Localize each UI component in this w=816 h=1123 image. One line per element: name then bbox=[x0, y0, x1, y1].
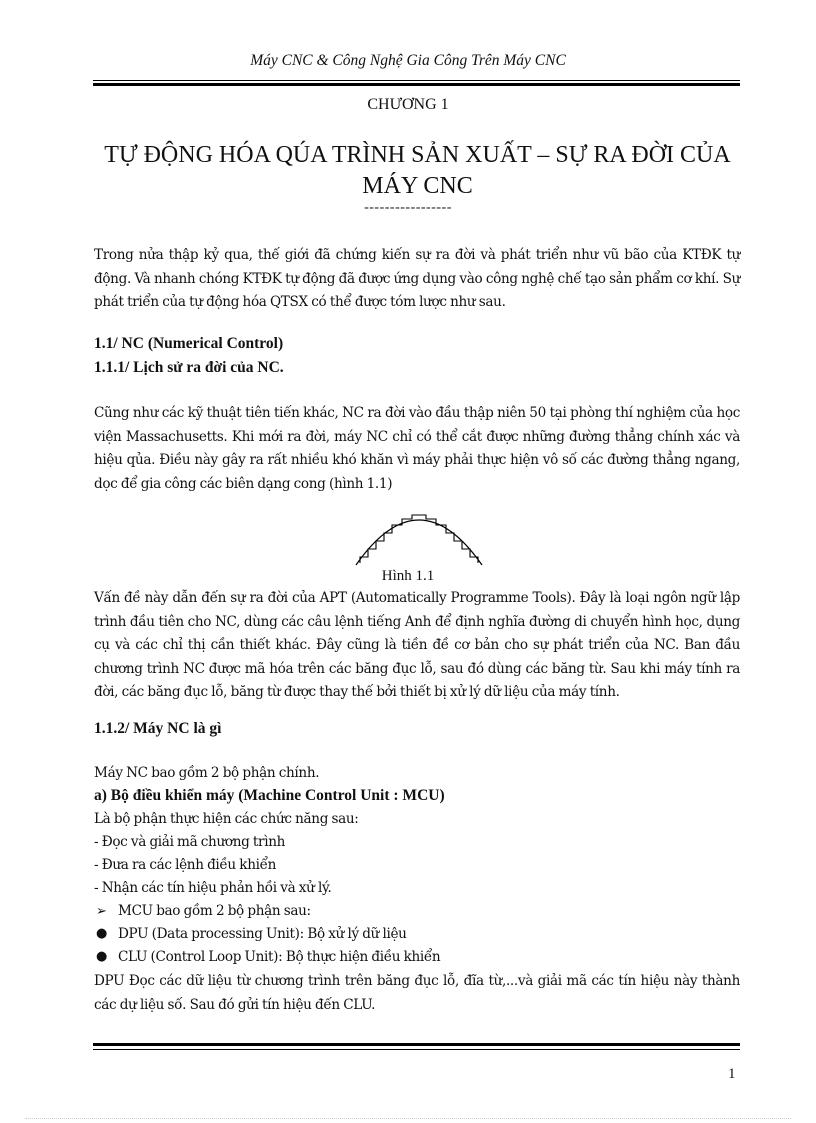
part-a-intro: Là bộ phận thực hiện các chức năng sau: bbox=[94, 811, 359, 827]
page-number: 1 bbox=[728, 1066, 736, 1082]
footer-rule-thick bbox=[93, 1043, 740, 1046]
header-rule-thick bbox=[93, 83, 740, 86]
section-heading-1-1: 1.1/ NC (Numerical Control) bbox=[94, 335, 284, 352]
function-item: - Nhận các tín hiệu phản hồi và xử lý. bbox=[94, 880, 332, 896]
nc-parts-lead: Máy NC bao gồm 2 bộ phận chính. bbox=[94, 765, 320, 781]
running-header: Máy CNC & Công Nghệ Gia Công Trên Máy CNC bbox=[250, 52, 566, 69]
function-item: - Đưa ra các lệnh điều khiển bbox=[94, 857, 277, 873]
mcu-part-item: CLU (Control Loop Unit): Bộ thực hiện điều khiển bbox=[118, 949, 441, 965]
section-heading-1-1-1: 1.1.1/ Lịch sử ra đời của NC. bbox=[94, 359, 284, 376]
apt-paragraph: Vấn đề này dẫn đến sự ra đời của APT (Automatically Programme Tools). Đây là loại ngôn ngữ lập trình đầu tiên cho NC, dùng các câu lệnh tiếng Anh để định nghĩa đường di chuyển hình học, dụng cụ và các chỉ thị cần thiết khác. Đây cũng là tiền đề cơ bản cho sự phát triển của NC. Ban đầu chương trình NC được mã hóa trên các băng đục lỗ, sau đó dùng các băng từ. Sau khi máy tính ra đời, các băng đục lỗ, băng từ được thay thế bởi thiết bị xử lý dữ liệu của máy tính. bbox=[94, 590, 740, 700]
function-item: - Đọc và giải mã chương trình bbox=[94, 834, 286, 850]
footer-rule-thin bbox=[93, 1049, 740, 1050]
intro-paragraph: Trong nửa thập kỷ qua, thế giới đã chứng kiến sự ra đời và phát triển như vũ bão của KTĐK tự động. Và nhanh chóng KTĐK tự động đã được ứng dụng vào công nghệ chế tạo sản phẩm cơ khí. Sự phát triển của tự động hóa QTSX có thể được tóm lược như sau. bbox=[94, 247, 740, 310]
arrow-bullet-icon: ➢ bbox=[96, 904, 107, 919]
mcu-part-item: DPU (Data processing Unit): Bộ xử lý dữ liệu bbox=[118, 926, 407, 942]
chapter-label: CHƯƠNG 1 bbox=[367, 96, 449, 113]
dpu-paragraph: DPU Đọc các dữ liệu từ chương trình trên băng đục lỗ, đĩa từ,...và giải mã các tín hiệu này thành các dự liệu số. Sau đó gửi tín hiệu đến CLU. bbox=[94, 973, 740, 1013]
dot-bullet-icon: ● bbox=[96, 949, 108, 964]
history-paragraph: Cũng như các kỹ thuật tiên tiến khác, NC ra đời vào đầu thập niên 50 tại phòng thí nghiệm của học viện Massachusetts. Khi mới ra đời, máy NC chỉ có thể cắt được những đường thẳng chính xác và hiệu qủa. Điều này gây ra rất nhiều khó khăn vì máy phải thực hiện vô số các đường thẳng ngang, dọc để gia công các biên dạng cong (hình 1.1) bbox=[94, 405, 740, 492]
section-heading-1-1-2: 1.1.2/ Máy NC là gì bbox=[94, 720, 222, 737]
mcu-lead: MCU bao gồm 2 bộ phận sau: bbox=[118, 903, 311, 919]
chapter-title: TỰ ĐỘNG HÓA QÚA TRÌNH SẢN XUẤT – SỰ RA ĐỜI CỦA MÁY CNC bbox=[104, 142, 731, 199]
header-rule-thin bbox=[93, 80, 740, 81]
page-edge-dotted-line bbox=[25, 1118, 791, 1119]
staircase-curve-figure bbox=[352, 505, 487, 570]
dot-bullet-icon: ● bbox=[96, 926, 108, 941]
figure-caption: Hình 1.1 bbox=[381, 568, 435, 584]
title-separator: ----------------- bbox=[364, 200, 452, 215]
part-a-heading: a) Bộ điều khiển máy (Machine Control Unit : MCU) bbox=[94, 787, 445, 804]
